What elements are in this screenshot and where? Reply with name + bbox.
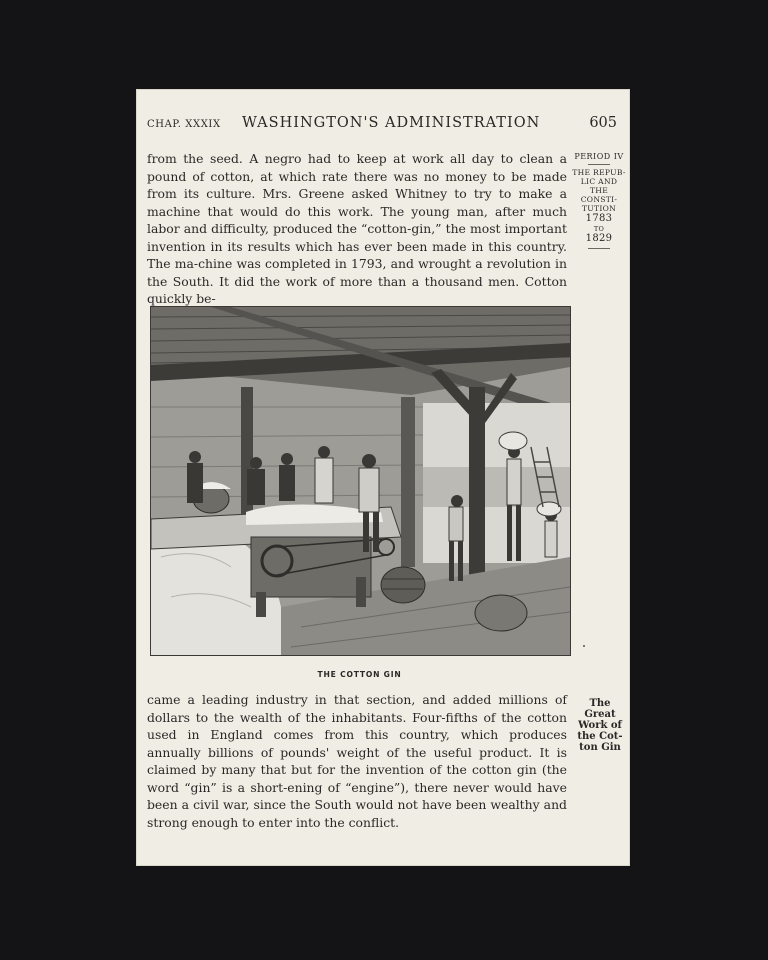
topic-line-1: The xyxy=(589,698,611,709)
running-title: WASHINGTON'S ADMINISTRATION xyxy=(242,115,541,131)
printer-mark xyxy=(583,645,585,647)
running-header xyxy=(147,115,623,137)
period-line-3: THE CONSTI- xyxy=(580,186,618,204)
period-line-4: TUTION xyxy=(581,204,617,213)
year-to: TO xyxy=(593,225,605,233)
margin-rule xyxy=(588,164,610,165)
book-page xyxy=(136,89,630,866)
margin-note-period xyxy=(571,152,627,252)
page-number: 605 xyxy=(589,115,617,131)
margin-rule xyxy=(588,248,610,249)
cotton-gin-illustration xyxy=(150,306,571,656)
topic-line-5: ton Gin xyxy=(579,742,621,753)
body-paragraph-1: from the seed. A negro had to keep at work all day to clean a pound of cotton, at which rate there was no money to be made from its culture. Mrs. Greene asked Whitney to try to make a machine that would do this work. The young man, after much labor and difficulty, produced the “cotton-gin,” the most important invention in its results which has ever been made in this country. The ma-chine was completed in 1793, and wrought a revolution in the South. It did the work of more than a thousand men. Cotton quickly be- xyxy=(147,151,567,306)
year-start: 1783 xyxy=(585,213,613,224)
topic-line-3: Work of xyxy=(578,720,622,731)
illustration-caption: THE COTTON GIN xyxy=(317,670,402,679)
chapter-label: CHAP. XXXIX xyxy=(147,119,221,130)
period-line-1: THE REPUB- xyxy=(572,168,626,177)
year-end: 1829 xyxy=(585,233,613,244)
period-label: PERIOD IV xyxy=(574,152,624,161)
period-line-2: LIC AND xyxy=(580,177,618,186)
margin-note-topic xyxy=(574,698,626,753)
topic-line-2: Great xyxy=(584,709,616,720)
topic-line-4: the Cot- xyxy=(577,731,623,742)
body-paragraph-2: came a leading industry in that section, and added millions of dollars to the wealth of the inhabitants. Four-fifths of the cotton used in England comes from this country, which produces annually billions of pounds' weight of the useful product. It is claimed by many that but for the invention of the cotton gin (the word “gin” is a short-ening of “engine”), there never would have been a civil war, since the South would not have been wealthy and strong enough to enter into the conflict. xyxy=(147,692,567,830)
